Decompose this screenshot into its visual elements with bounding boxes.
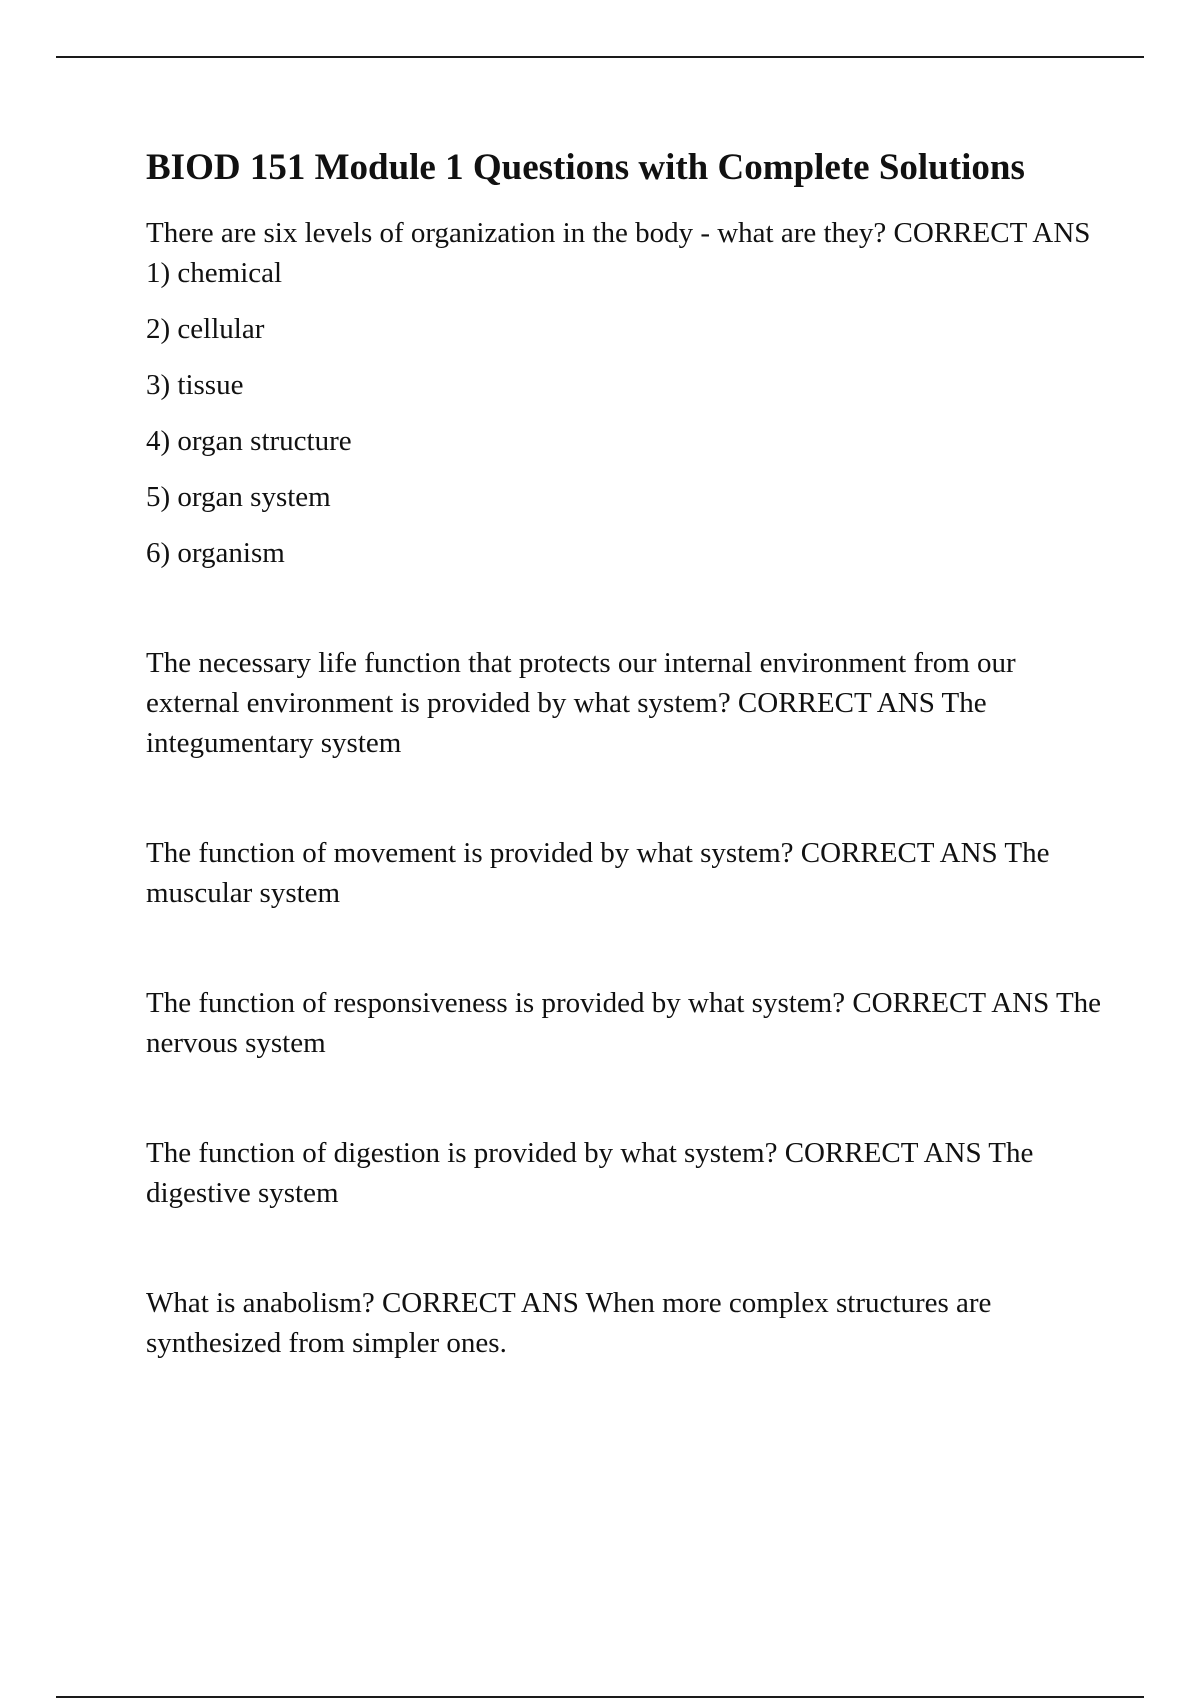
document-body xyxy=(146,143,1106,1363)
question-5: The function of digestion is provided by what system? CORRECT ANS The digestive system xyxy=(146,1137,1034,1209)
document-title: BIOD 151 Module 1 Questions with Complete Solutions xyxy=(146,147,1025,188)
question-4: The function of responsiveness is provided by what system? CORRECT ANS The nervous system xyxy=(146,987,1102,1059)
bottom-rule xyxy=(56,1696,1144,1698)
question-6: What is anabolism? CORRECT ANS When more complex structures are synthesized from simpler ones. xyxy=(146,1287,992,1359)
list-item: 5) organ system xyxy=(146,481,331,513)
question-1: There are six levels of organization in the body - what are they? CORRECT ANS 1) chemical xyxy=(146,217,1091,289)
question-3: The function of movement is provided by what system? CORRECT ANS The muscular system xyxy=(146,837,1050,909)
top-rule xyxy=(56,56,1144,58)
list-item: 2) cellular xyxy=(146,313,265,345)
list-item: 4) organ structure xyxy=(146,425,352,457)
question-2: The necessary life function that protects our internal environment from our external environment is provided by what system? CORRECT ANS The integumentary system xyxy=(146,647,1016,759)
list-item: 6) organism xyxy=(146,537,285,569)
list-item: 3) tissue xyxy=(146,369,244,401)
